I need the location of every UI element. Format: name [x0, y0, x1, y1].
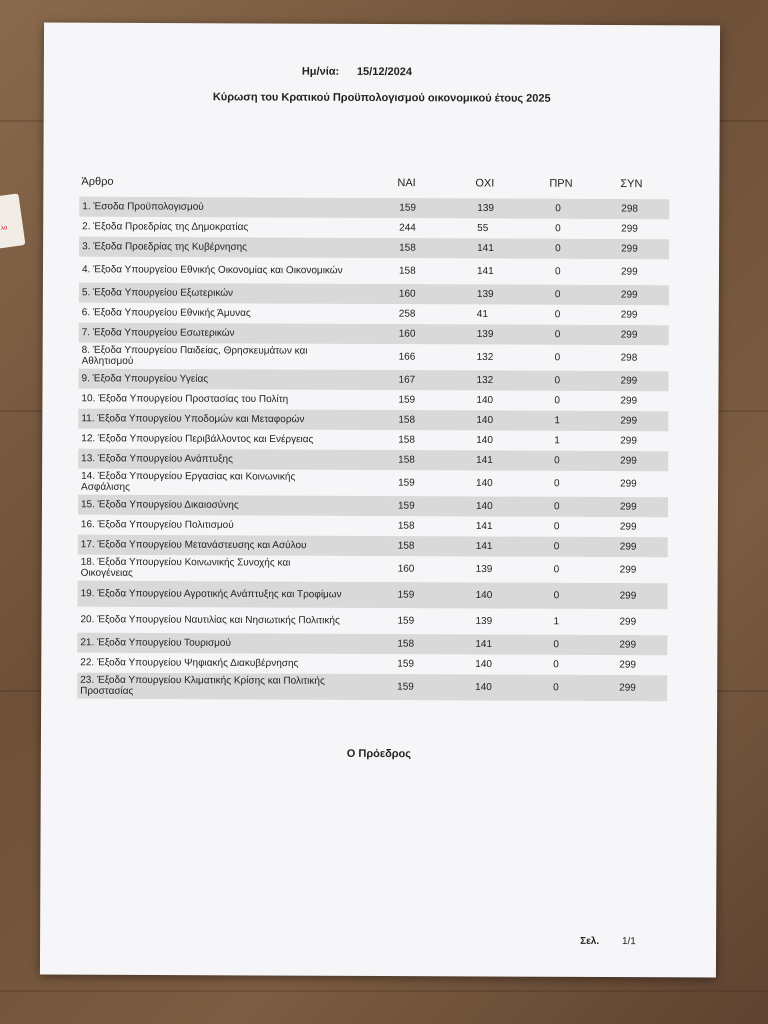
row-present: 0: [555, 223, 561, 235]
row-yes: 158: [397, 540, 415, 552]
row-label: 1. Έσοδα Προϋπολογισμού: [82, 201, 204, 213]
row-yes: 159: [398, 394, 416, 406]
row-no: 141: [476, 265, 494, 277]
row-present: 0: [554, 375, 561, 387]
row-total: 299: [619, 659, 636, 671]
row-label: 22. Έξοδα Υπουργείου Ψηφιακής Διακυβέρνησης: [80, 657, 299, 670]
row-yes: 159: [397, 589, 415, 601]
table-row: [77, 633, 667, 656]
row-total: 299: [619, 541, 637, 553]
row-yes: 166: [398, 351, 416, 363]
row-no: 140: [476, 477, 493, 489]
row-no: 140: [475, 681, 492, 693]
row-present: 0: [553, 639, 559, 651]
row-present: 1: [554, 415, 560, 427]
row-yes: 258: [398, 308, 416, 320]
date-line: [302, 66, 412, 78]
row-no: 139: [475, 615, 493, 627]
row-yes: 159: [398, 477, 415, 489]
row-yes: 160: [398, 288, 416, 300]
row-label: 6. Έξοδα Υπουργείου Εθνικής Άμυνας: [81, 307, 251, 319]
row-present: 0: [554, 309, 561, 321]
row-no: 141: [477, 242, 494, 254]
row-total: 299: [620, 435, 637, 447]
row-no: 55: [477, 222, 489, 234]
col-no: ΟΧΙ: [475, 177, 495, 190]
row-no: 140: [475, 658, 492, 670]
table-row: [78, 535, 668, 558]
row-total: 299: [619, 521, 637, 533]
table-row: [78, 449, 668, 472]
row-total: 299: [620, 266, 638, 278]
row-yes: 158: [398, 434, 415, 446]
row-label: 8. Έξοδα Υπουργείου Παιδείας, Θρησκευμάτων και Αθλητισμού: [81, 344, 308, 367]
document-page: [40, 23, 720, 978]
row-no: 140: [475, 589, 493, 601]
table-row: [77, 653, 667, 676]
row-label: 16. Έξοδα Υπουργείου Πολιτισμού: [80, 519, 234, 531]
row-label: 9. Έξοδα Υπουργείου Υγείας: [81, 373, 209, 385]
table-row: [78, 389, 668, 412]
row-present: 0: [553, 659, 559, 671]
col-present: ΠΡΝ: [549, 177, 573, 190]
row-yes: 158: [397, 638, 415, 650]
row-label: 5. Έξοδα Υπουργείου Εξωτερικών: [81, 287, 234, 299]
row-label: 2. Έξοδα Προεδρίας της Δημοκρατίας: [82, 221, 249, 233]
row-label: 11. Έξοδα Υπουργείου Υποδομών και Μεταφορών: [81, 413, 305, 426]
row-total: 299: [619, 639, 637, 651]
row-no: 140: [476, 414, 494, 426]
row-no: 141: [475, 540, 493, 552]
col-article: Άρθρο: [81, 175, 114, 188]
row-total: 299: [619, 616, 637, 628]
row-yes: 158: [398, 414, 416, 426]
row-yes: 159: [397, 658, 414, 670]
row-present: 0: [553, 501, 560, 513]
row-total: 299: [621, 223, 638, 235]
row-no: 139: [475, 563, 493, 575]
row-total: 299: [621, 243, 638, 255]
row-no: 139: [476, 328, 494, 340]
table-row: [78, 581, 668, 610]
row-present: 0: [554, 455, 560, 467]
row-label: 12. Έξοδα Υπουργείου Περιβάλλοντος και Ενέργειας: [81, 433, 314, 446]
col-total: ΣΥΝ: [620, 178, 643, 191]
row-no: 139: [477, 202, 494, 214]
row-label: 3. Έξοδα Προεδρίας της Κυβέρνησης: [82, 241, 248, 253]
row-label: 13. Έξοδα Υπουργείου Ανάπτυξης: [81, 453, 233, 465]
vote-table: [77, 197, 669, 702]
row-label: 18. Έξοδα Υπουργείου Κοινωνικής Συνοχής και Οικογένειας: [80, 556, 291, 579]
table-row: [78, 409, 668, 432]
table-row: [77, 673, 667, 702]
row-label: 7. Έξοδα Υπουργείου Εσωτερικών: [81, 327, 235, 339]
row-no: 41: [476, 308, 488, 320]
row-yes: 158: [399, 242, 416, 254]
date-value: 15/12/2024: [356, 65, 413, 79]
row-total: 299: [620, 478, 637, 490]
row-present: 0: [555, 203, 561, 215]
table-row: [77, 607, 667, 636]
row-no: 140: [476, 434, 493, 446]
row-total: 299: [620, 415, 638, 427]
row-present: 0: [553, 521, 560, 533]
row-total: 299: [620, 289, 638, 301]
row-total: 299: [620, 329, 638, 341]
row-yes: 167: [398, 374, 416, 386]
document-title: Κύρωση του Κρατικού Προϋπολογισμού οικονομικού έτους 2025: [212, 91, 551, 105]
row-no: 140: [476, 394, 494, 406]
row-no: 132: [476, 351, 494, 363]
row-no: 141: [475, 520, 493, 532]
page-value: 1/1: [621, 936, 636, 948]
row-yes: 159: [397, 615, 415, 627]
row-label: 19. Έξοδα Υπουργείου Αγροτικής Ανάπτυξης και Τροφίμων: [80, 588, 342, 601]
row-present: 0: [553, 590, 560, 602]
table-row: [79, 257, 669, 286]
background-sticker: λα: [0, 193, 25, 248]
table-row: [78, 515, 668, 538]
row-label: 17. Έξοδα Υπουργείου Μετανάστευσης και Ασύλου: [80, 539, 307, 552]
row-label: 20. Έξοδα Υπουργείου Ναυτιλίας και Νησιωτικής Πολιτικής: [80, 614, 340, 627]
table-row: [78, 469, 668, 498]
table-row: [79, 217, 669, 240]
row-yes: 158: [398, 454, 415, 466]
row-total: 299: [620, 309, 638, 321]
row-yes: 159: [397, 500, 415, 512]
row-present: 0: [554, 395, 561, 407]
row-present: 0: [554, 289, 561, 301]
row-present: 1: [553, 616, 560, 628]
row-no: 132: [476, 374, 494, 386]
row-total: 299: [619, 682, 636, 694]
row-present: 1: [554, 435, 560, 447]
row-label: 21. Έξοδα Υπουργείου Τουρισμού: [80, 637, 232, 649]
table-row: [79, 303, 669, 326]
row-no: 141: [475, 638, 493, 650]
table-row: [78, 495, 668, 518]
row-total: 298: [620, 352, 638, 364]
row-no: 140: [475, 500, 493, 512]
row-yes: 159: [399, 202, 416, 214]
date-label: Ημ/νία:: [301, 65, 340, 78]
table-row: [79, 197, 669, 220]
row-present: 0: [553, 682, 559, 694]
row-present: 0: [554, 266, 561, 278]
row-label: 23. Έξοδα Υπουργείου Κλιματικής Κρίσης και Πολιτικής Προστασίας: [80, 674, 325, 697]
row-present: 0: [553, 541, 560, 553]
row-total: 298: [621, 203, 638, 215]
row-total: 299: [620, 395, 638, 407]
row-total: 299: [619, 590, 637, 602]
page-number: [580, 936, 636, 947]
table-row: [79, 283, 669, 306]
row-label: 4. Έξοδα Υπουργείου Εθνικής Οικονομίας και Οικονομικών: [81, 264, 343, 277]
table-row: [78, 429, 668, 452]
row-total: 299: [620, 455, 637, 467]
signature-label: Ο Πρόεδρος: [346, 747, 412, 761]
row-label: 10. Έξοδα Υπουργείου Προστασίας του Πολίτη: [81, 393, 289, 406]
page-label: Σελ.: [580, 935, 600, 947]
table-row: [79, 237, 669, 260]
row-yes: 244: [399, 222, 416, 234]
table-row: [78, 369, 668, 392]
row-total: 299: [619, 501, 637, 513]
row-present: 0: [554, 478, 560, 490]
table-row: [79, 323, 669, 346]
row-total: 299: [619, 564, 637, 576]
row-yes: 160: [397, 563, 415, 575]
row-label: 14. Έξοδα Υπουργείου Εργασίας και Κοινωνικής Ασφάλισης: [81, 470, 296, 493]
row-present: 0: [555, 243, 561, 255]
row-yes: 160: [398, 328, 416, 340]
row-yes: 158: [398, 265, 416, 277]
col-yes: ΝΑΙ: [397, 177, 416, 190]
row-present: 0: [553, 564, 560, 576]
row-total: 299: [620, 375, 638, 387]
table-row: [79, 343, 669, 372]
row-present: 0: [554, 329, 561, 341]
row-yes: 158: [397, 520, 415, 532]
row-label: 15. Έξοδα Υπουργείου Δικαιοσύνης: [80, 499, 239, 511]
row-no: 139: [476, 288, 494, 300]
table-header: [81, 176, 681, 195]
row-present: 0: [554, 352, 561, 364]
row-no: 141: [476, 454, 493, 466]
table-row: [78, 555, 668, 584]
row-yes: 159: [397, 681, 414, 693]
